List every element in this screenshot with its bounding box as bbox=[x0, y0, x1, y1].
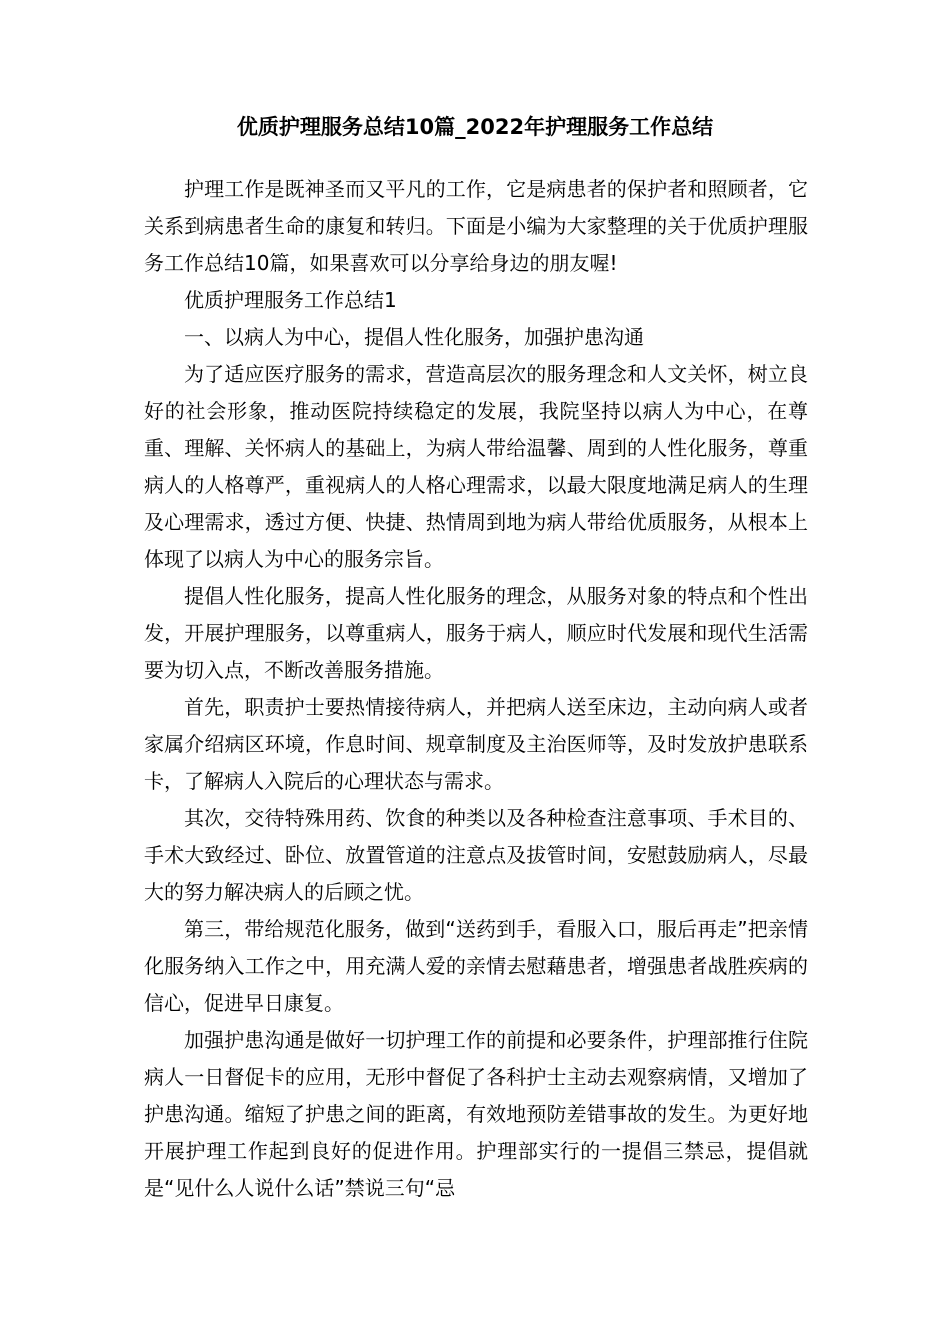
document-body bbox=[144, 171, 808, 1207]
paragraph: 首先，职责护士要热情接待病人，并把病人送至床边，主动向病人或者家属介绍病区环境，作息时间、规章制度及主治医师等，及时发放护患联系卡，了解病人入院后的心理状态与需求。 bbox=[144, 695, 808, 793]
document-title: 优质护理服务总结10篇_2022年护理服务工作总结 bbox=[236, 115, 714, 139]
paragraph: 其次，交待特殊用药、饮食的种类以及各种检查注意事项、手术目的、手术大致经过、卧位、放置管道的注意点及拔管时间，安慰鼓励病人，尽最大的努力解决病人的后顾之忧。 bbox=[144, 806, 808, 904]
paragraph: 提倡人性化服务，提高人性化服务的理念，从服务对象的特点和个性出发，开展护理服务，以尊重病人，服务于病人，顺应时代发展和现代生活需要为切入点，不断改善服务措施。 bbox=[144, 584, 808, 682]
paragraph: 为了适应医疗服务的需求，营造高层次的服务理念和人文关怀，树立良好的社会形象，推动医院持续稳定的发展，我院坚持以病人为中心，在尊重、理解、关怀病人的基础上，为病人带给温馨、周到的人性化服务，尊重病人的人格尊严，重视病人的人格心理需求，以最大限度地满足病人的生理及心理需求，透过方便、快捷、热情周到地为病人带给优质服务，从根本上体现了以病人为中心的服务宗旨。 bbox=[144, 362, 808, 571]
paragraph: 第三，带给规范化服务，做到“送药到手，看服入口，服后再走”把亲情化服务纳入工作之中，用充满人爱的亲情去慰藉患者，增强患者战胜疾病的信心，促进早日康复。 bbox=[144, 917, 808, 1015]
paragraph: 加强护患沟通是做好一切护理工作的前提和必要条件，护理部推行住院病人一日督促卡的应用，无形中督促了各科护士主动去观察病情，又增加了护患沟通。缩短了护患之间的距离，有效地预防差错事故的发生。为更好地开展护理工作起到良好的促进作用。护理部实行的一提倡三禁忌，提倡就是“见什么人说什么话”禁说三句“忌 bbox=[144, 1028, 808, 1200]
paragraph-intro: 护理工作是既神圣而又平凡的工作，它是病患者的保护者和照顾者，它关系到病患者生命的康复和转归。下面是小编为大家整理的关于优质护理服务工作总结10篇，如果喜欢可以分享给身边的朋友喔! bbox=[144, 177, 808, 275]
subsection-heading: 一、以病人为中心，提倡人性化服务，加强护患沟通 bbox=[184, 325, 644, 349]
section-heading: 优质护理服务工作总结1 bbox=[184, 288, 397, 312]
